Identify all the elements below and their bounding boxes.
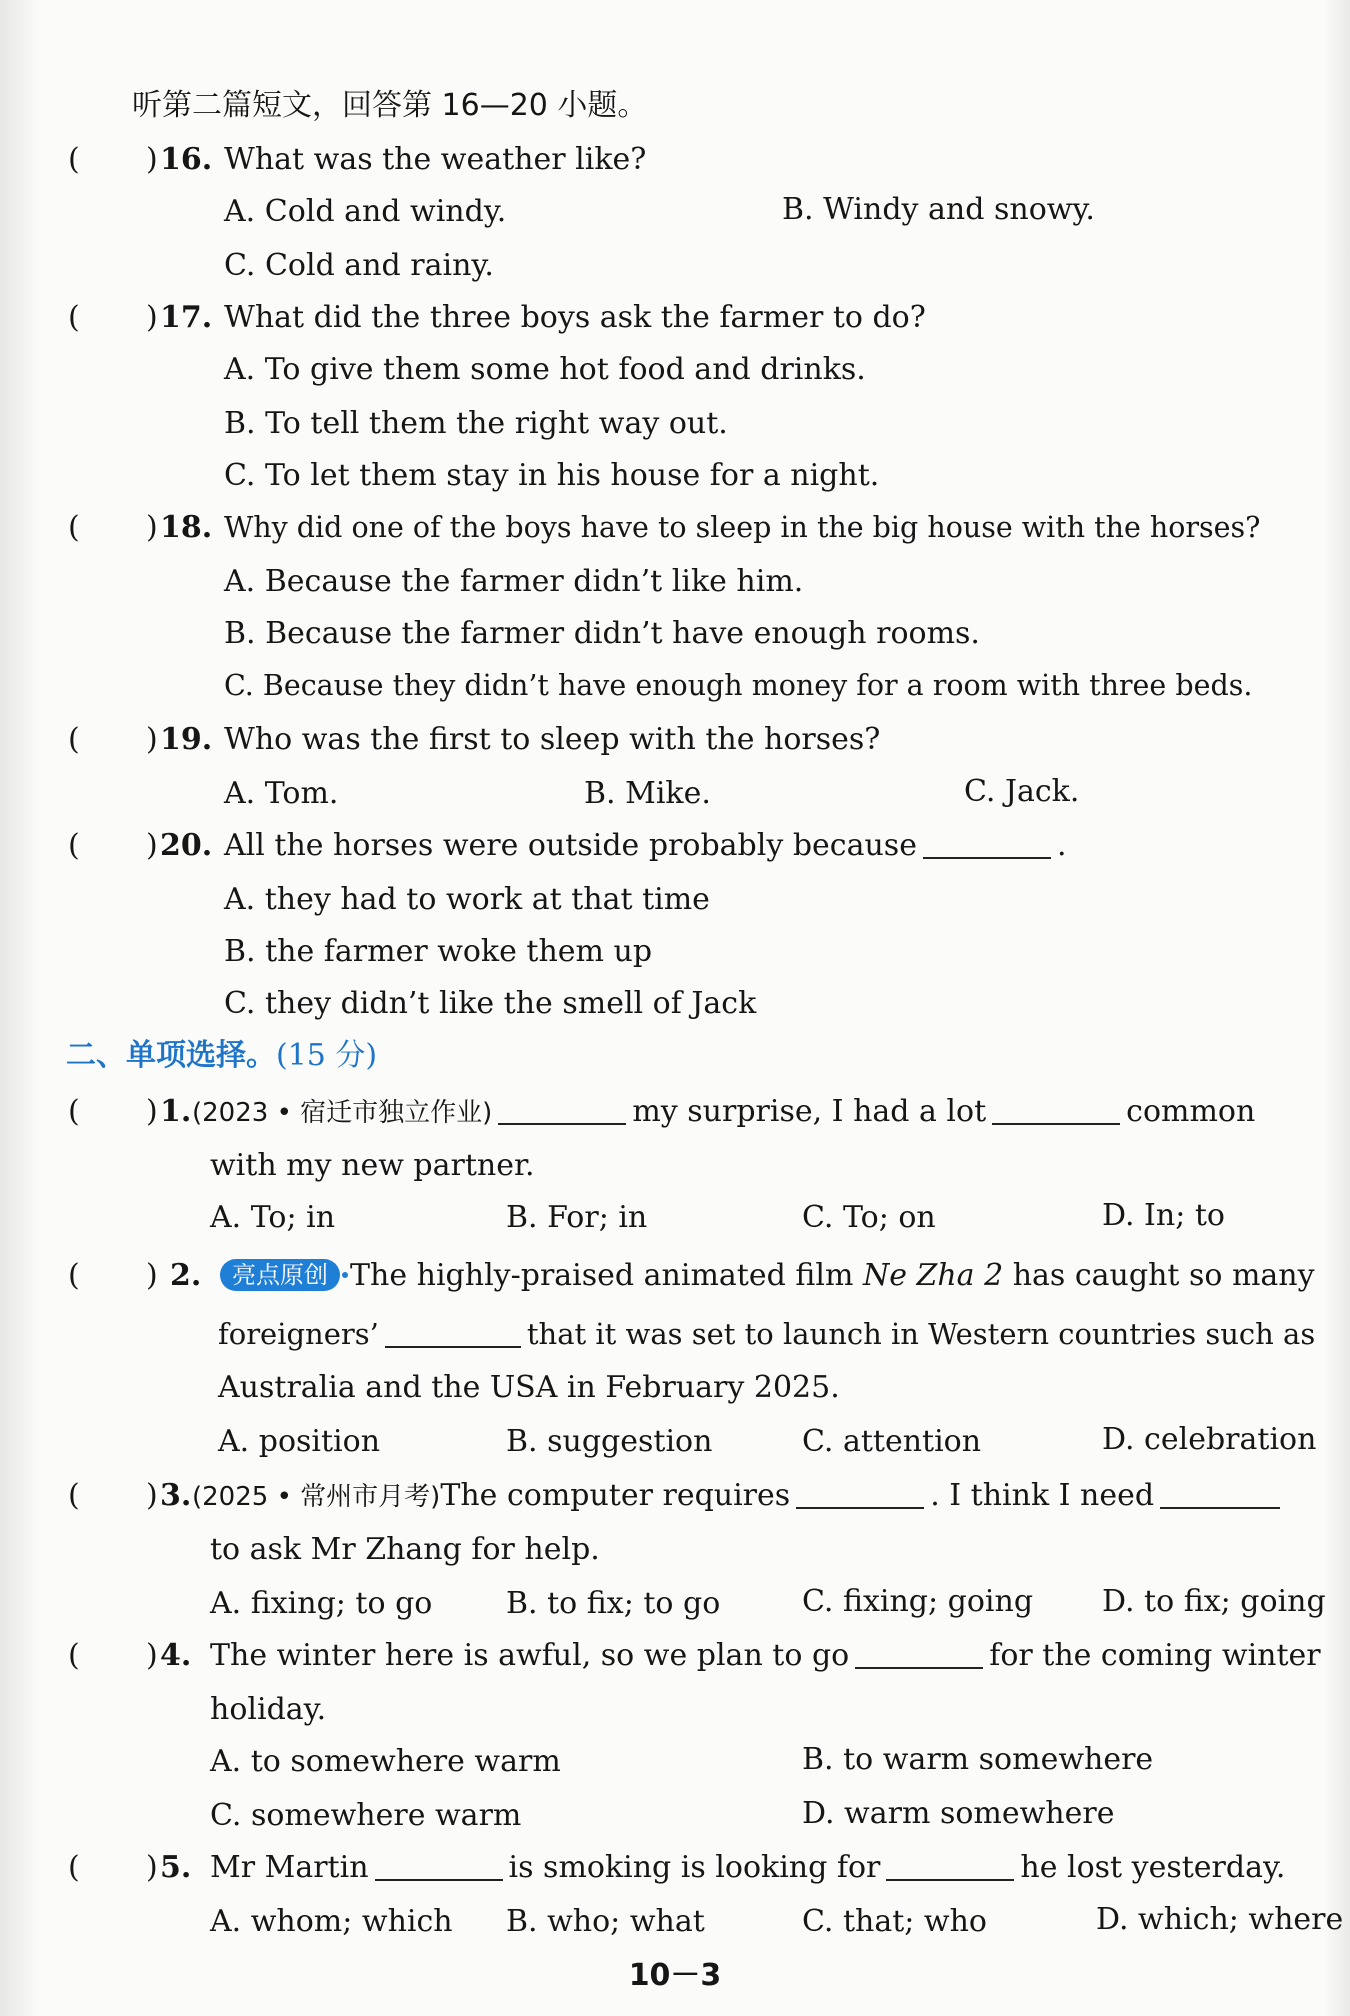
question-text-line2: to ask Mr Zhang for help. (210, 1532, 600, 1567)
question-number: 2. (170, 1258, 202, 1293)
option-a: A. Because the farmer didn’t like him. (224, 564, 804, 599)
answer-paren-open: ( (68, 300, 80, 335)
question-text: Who was the first to sleep with the horses? (224, 722, 881, 757)
question-text-part: Mr Martin (210, 1850, 369, 1885)
answer-blank[interactable] (375, 1849, 503, 1881)
option-b: B. to fix; to go (506, 1586, 721, 1621)
answer-blank[interactable] (855, 1637, 983, 1669)
question-text (224, 826, 1067, 866)
question-number: 5. (160, 1850, 192, 1885)
option-b: B. For; in (506, 1200, 648, 1235)
option-b: B. the farmer woke them up (224, 934, 653, 969)
question-text-line2 (218, 1314, 1315, 1354)
question-number: 4. (160, 1638, 192, 1673)
answer-paren-close: ) (146, 142, 158, 177)
option-b: B. suggestion (506, 1424, 713, 1459)
option-a: A. To give them some hot food and drinks. (224, 352, 866, 387)
question-source: (2023 • 宿迁市独立作业) (192, 1098, 493, 1128)
answer-paren-open: ( (68, 1258, 80, 1293)
answer-paren-open: ( (68, 1850, 80, 1885)
question-number: 20. (160, 828, 213, 863)
question-number: 19. (160, 722, 213, 757)
question-text-part: common (1126, 1094, 1256, 1129)
answer-blank[interactable] (498, 1093, 626, 1125)
question-text-part: he lost yesterday. (1020, 1850, 1286, 1885)
question-text-part: that it was set to launch in Western countries such as (526, 1317, 1316, 1351)
option-c: C. they didn’t like the smell of Jack (224, 986, 757, 1021)
option-d: D. which; where (1096, 1902, 1344, 1937)
question-text-part: has caught so many (1012, 1258, 1315, 1293)
option-d: D. In; to (1102, 1198, 1225, 1233)
answer-paren-close: ) (146, 1638, 158, 1673)
option-a: A. Tom. (224, 776, 339, 811)
option-d: D. to fix; going (1102, 1584, 1326, 1619)
option-c: C. attention (802, 1424, 982, 1459)
question-number: 3. (160, 1478, 192, 1513)
answer-paren-open: ( (68, 1638, 80, 1673)
question-text-line2: holiday. (210, 1692, 327, 1727)
question-text (192, 1476, 1286, 1516)
option-c: C. Because they didn’t have enough money for a room with three beds. (224, 669, 1253, 702)
option-b: B. To tell them the right way out. (224, 406, 728, 441)
question-number: 1. (160, 1094, 192, 1129)
option-b: B. Because the farmer didn’t have enough rooms. (224, 616, 980, 651)
answer-paren-open: ( (68, 722, 80, 757)
question-source: (2025 • 常州市月考) (192, 1482, 441, 1512)
question-number: 16. (160, 142, 213, 177)
film-title: Ne Zha 2 (862, 1258, 1004, 1293)
question-text: Why did one of the boys have to sleep in the big house with the horses? (224, 511, 1261, 544)
question-text-line2: with my new partner. (210, 1148, 535, 1183)
option-c: C. fixing; going (802, 1584, 1034, 1619)
question-text-part: The winter here is awful, so we plan to go (210, 1638, 850, 1673)
question-text-part: foreigners’ (218, 1317, 379, 1351)
question-text-part: . (1056, 828, 1067, 863)
listening-instruction: 听第二篇短文，回答第 16—20 小题。 (132, 88, 648, 123)
option-d: D. warm somewhere (802, 1796, 1115, 1831)
option-c: C. Cold and rainy. (224, 248, 494, 283)
question-text (220, 1256, 1315, 1296)
option-a: A. they had to work at that time (224, 882, 710, 917)
question-text (210, 1848, 1285, 1888)
option-a: A. whom; which (210, 1904, 453, 1939)
page-shadow-right (1324, 0, 1350, 2016)
option-c: C. somewhere warm (210, 1798, 522, 1833)
original-highlight-badge: 亮点原创 (220, 1259, 340, 1291)
answer-paren-open: ( (68, 1478, 80, 1513)
question-number: 18. (160, 510, 213, 545)
answer-paren-close: ) (146, 1850, 158, 1885)
answer-blank[interactable] (796, 1477, 924, 1509)
answer-blank[interactable] (886, 1849, 1014, 1881)
question-text-part: The computer requires (440, 1478, 791, 1513)
option-c: C. Jack. (964, 774, 1080, 809)
answer-paren-open: ( (68, 142, 80, 177)
answer-blank[interactable] (385, 1316, 521, 1348)
option-b: B. to warm somewhere (802, 1742, 1154, 1777)
option-b: B. Mike. (584, 776, 711, 811)
answer-paren-close: ) (146, 1478, 158, 1513)
answer-paren-open: ( (68, 510, 80, 545)
answer-paren-open: ( (68, 1094, 80, 1129)
answer-blank[interactable] (923, 827, 1051, 859)
section-score: (15 分) (276, 1038, 378, 1073)
question-text-part: . I think I need (930, 1478, 1155, 1513)
question-text-part: for the coming winter (989, 1638, 1321, 1673)
answer-paren-close: ) (146, 300, 158, 335)
option-c: C. that; who (802, 1904, 987, 1939)
answer-blank[interactable] (1160, 1477, 1280, 1509)
option-a: A. position (218, 1424, 381, 1459)
option-c: C. To let them stay in his house for a night. (224, 458, 880, 493)
answer-paren-close: ) (146, 828, 158, 863)
question-text-part: All the horses were outside probably because (224, 828, 917, 863)
option-b: B. who; what (506, 1904, 705, 1939)
question-text-part: is smoking is looking for (508, 1850, 881, 1885)
question-text-part: The highly-praised animated film (350, 1258, 854, 1293)
option-a: A. To; in (210, 1200, 336, 1235)
question-text-line3: Australia and the USA in February 2025. (218, 1370, 840, 1405)
question-number: 17. (160, 300, 213, 335)
answer-paren-close: ) (146, 722, 158, 757)
answer-paren-close: ) (146, 1094, 158, 1129)
answer-paren-close: ) (146, 510, 158, 545)
answer-paren-open: ( (68, 828, 80, 863)
answer-paren-close: ) (146, 1258, 158, 1293)
question-text: What did the three boys ask the farmer to do? (224, 300, 926, 335)
page-number: 10－3 (628, 1958, 722, 1993)
option-d: D. celebration (1102, 1422, 1317, 1457)
page-shadow-left (0, 0, 40, 2016)
answer-blank[interactable] (992, 1093, 1120, 1125)
section-heading (66, 1036, 377, 1076)
section-title: 二、单项选择。 (66, 1038, 276, 1073)
option-c: C. To; on (802, 1200, 936, 1235)
option-a: A. to somewhere warm (210, 1744, 561, 1779)
question-text: What was the weather like? (224, 142, 647, 177)
option-b: B. Windy and snowy. (782, 192, 1095, 227)
question-text (210, 1636, 1321, 1676)
question-text-part: my surprise, I had a lot (632, 1094, 987, 1129)
option-a: A. fixing; to go (210, 1586, 433, 1621)
question-text (192, 1092, 1255, 1132)
option-a: A. Cold and windy. (224, 194, 507, 229)
